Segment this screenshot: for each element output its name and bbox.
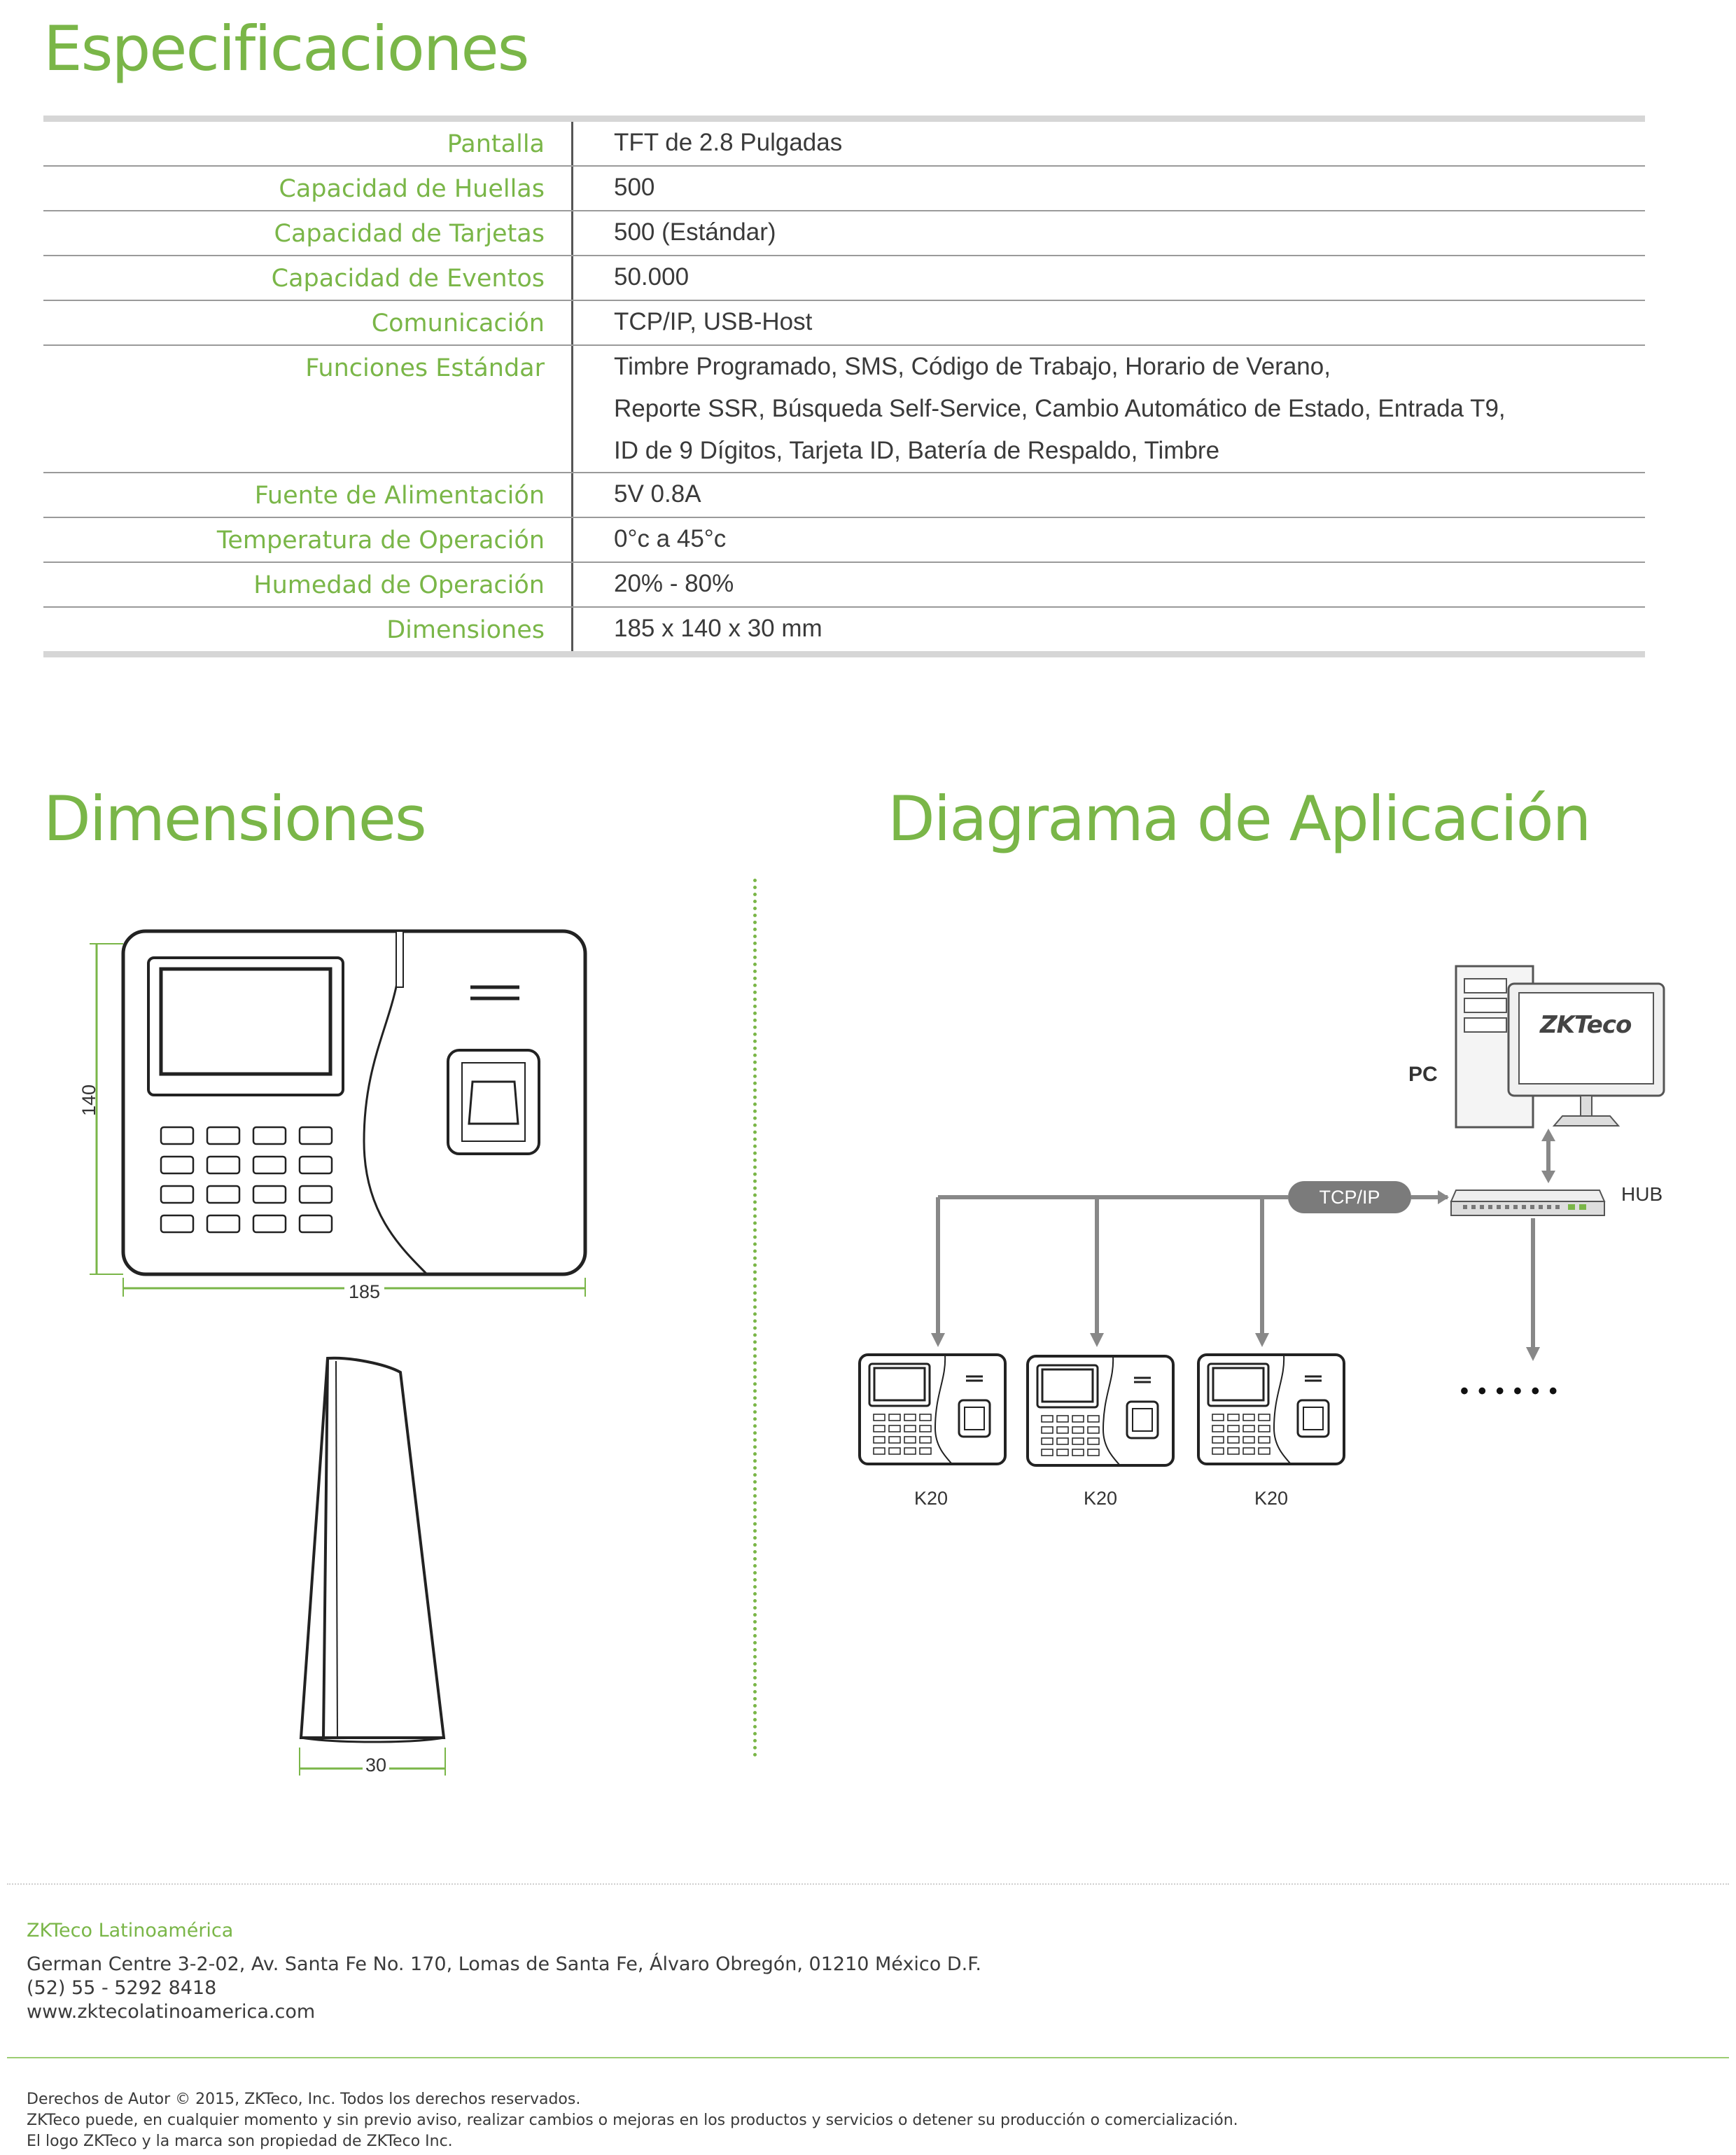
spec-value-line: 500 (Estándar) — [614, 218, 776, 246]
spec-value-line: 185 x 140 x 30 mm — [614, 615, 822, 642]
spec-value — [571, 167, 1645, 210]
spec-value — [571, 518, 1645, 562]
footer-phone: (52) 55 - 5292 8418 — [27, 1977, 217, 1999]
spec-value-line: TCP/IP, USB-Host — [614, 308, 813, 335]
spec-row — [43, 122, 1645, 165]
hub-label: HUB — [1621, 1183, 1663, 1205]
spec-value — [571, 256, 1645, 300]
spec-value-line: Timbre Programado, SMS, Código de Trabajo, Horario de Verano, — [614, 353, 1331, 380]
device-side-drawing — [280, 1351, 462, 1785]
pc-label: PC — [1408, 1063, 1438, 1086]
spec-value — [571, 211, 1645, 255]
spec-value — [571, 301, 1645, 344]
spec-value-line: 0°c a 45°c — [614, 525, 727, 552]
spec-row — [43, 300, 1645, 344]
spec-row — [43, 255, 1645, 300]
footer-disclaimer: ZKTeco puede, en cualquier momento y sin previo aviso, realizar cambios o mejoras en los productos y servicios o detener su producción o comercialización. — [27, 2112, 1238, 2129]
spec-value — [571, 122, 1645, 165]
spec-row — [43, 562, 1645, 606]
spec-value-line: 5V 0.8A — [614, 480, 701, 508]
spec-label: Dimensiones — [386, 616, 545, 644]
spec-label: Temperatura de Operación — [216, 526, 545, 555]
spec-row — [43, 210, 1645, 255]
spec-value-line: 500 — [614, 174, 655, 201]
zkteco-logo: ZKTeco — [1540, 1011, 1632, 1039]
footer-company: ZKTeco Latinoamérica — [27, 1920, 234, 1941]
spec-value-line: ID de 9 Dígitos, Tarjeta ID, Batería de Respaldo, Timbre — [614, 437, 1220, 464]
footer-website[interactable]: www.zktecolatinoamerica.com — [27, 2001, 316, 2023]
dimension-height: 140 — [78, 1084, 99, 1116]
spec-label: Fuente de Alimentación — [254, 482, 545, 510]
device-label: K20 — [914, 1488, 948, 1509]
spec-label: Capacidad de Tarjetas — [274, 220, 545, 248]
spec-label: Comunicación — [371, 309, 545, 337]
spec-value — [571, 563, 1645, 606]
hub-icon — [1451, 1190, 1604, 1215]
spec-value-line: 20% - 80% — [614, 570, 734, 597]
spec-row — [43, 517, 1645, 562]
spec-label: Humedad de Operación — [253, 571, 545, 599]
spec-label: Funciones Estándar — [305, 354, 545, 382]
pc-icon — [1456, 966, 1664, 1127]
specs-title: Especificaciones — [43, 13, 528, 85]
device-label: K20 — [1254, 1488, 1289, 1509]
spec-value-line: 50.000 — [614, 263, 690, 291]
spec-value — [571, 608, 1645, 651]
spec-row — [43, 165, 1645, 210]
spec-label: Capacidad de Huellas — [279, 175, 545, 203]
dimension-width: 185 — [344, 1281, 384, 1303]
k20-device-icon — [860, 1355, 1005, 1464]
spec-row — [43, 344, 1645, 472]
spec-table — [43, 116, 1645, 657]
device-label: K20 — [1084, 1488, 1118, 1509]
dimensions-title: Dimensiones — [43, 783, 426, 855]
tcp-ip-badge: TCP/IP — [1288, 1181, 1411, 1213]
spec-value — [571, 346, 1645, 472]
footer-copyright: Derechos de Autor © 2015, ZKTeco, Inc. Todos los derechos reservados. — [27, 2091, 581, 2108]
spec-value-line: TFT de 2.8 Pulgadas — [614, 129, 843, 156]
footer-address: German Centre 3-2-02, Av. Santa Fe No. 170, Lomas de Santa Fe, Álvaro Obregón, 01210 México D.F. — [27, 1953, 982, 1975]
more-devices-ellipsis: • • • • • • — [1460, 1378, 1559, 1404]
device-front-drawing — [70, 910, 602, 1316]
section-divider — [753, 879, 757, 1757]
footer-trademark: El logo ZKTeco y la marca son propiedad de ZKTeco Inc. — [27, 2133, 453, 2150]
spec-label: Pantalla — [447, 130, 545, 158]
footer-divider — [7, 1883, 1729, 1885]
spec-value-line: Reporte SSR, Búsqueda Self-Service, Cambio Automático de Estado, Entrada T9, — [614, 395, 1506, 422]
spec-label: Capacidad de Eventos — [271, 265, 545, 293]
footer-rule — [7, 2057, 1729, 2058]
dimension-depth: 30 — [363, 1755, 389, 1776]
spec-value — [571, 473, 1645, 517]
diagram-title: Diagrama de Aplicación — [888, 783, 1590, 855]
spec-row — [43, 606, 1645, 651]
spec-row — [43, 472, 1645, 517]
